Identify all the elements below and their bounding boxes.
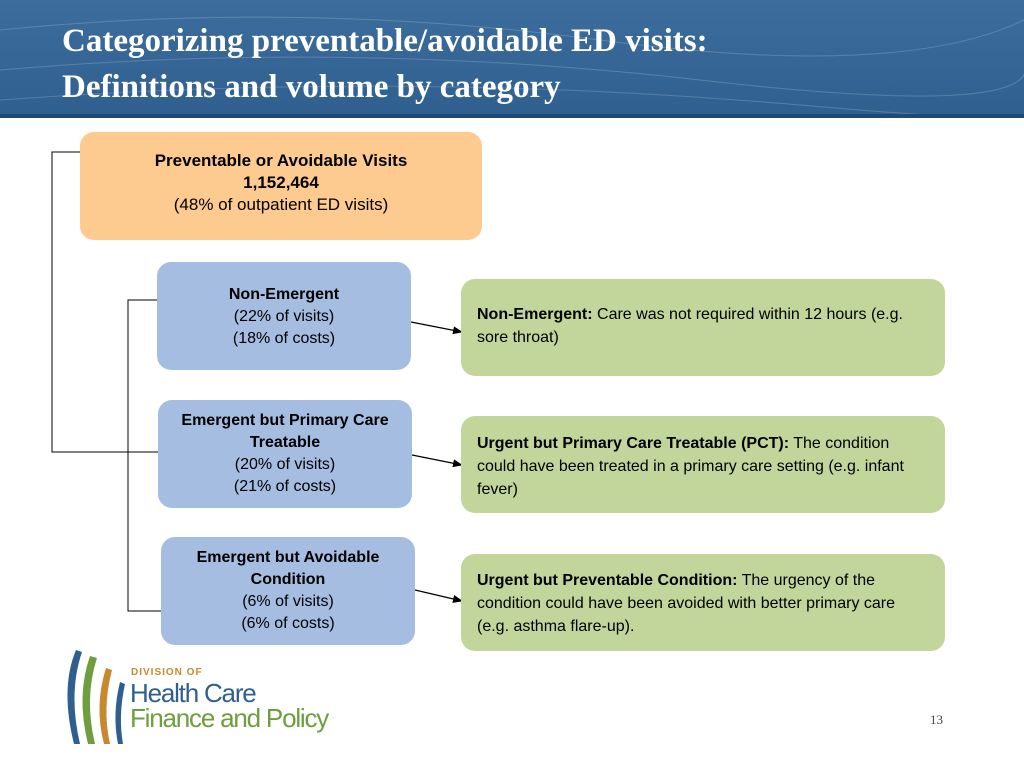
logo-finance-policy-text: Finance and Policy — [130, 703, 329, 733]
preventable-visits-box — [80, 132, 482, 240]
category-box-non-emergent — [157, 262, 411, 370]
page-number: 13 — [930, 712, 943, 727]
logo-health-care-text: Health Care — [130, 678, 256, 708]
title-line-2: Definitions and volume by category — [62, 69, 561, 105]
definition-text: The condition could have been treated in a primary care setting (e.g. infant fever) — [477, 435, 904, 498]
title-line-1: Categorizing preventable/avoidable ED visits: — [62, 23, 708, 59]
category-name: Non-Emergent — [228, 286, 340, 303]
category-costs: (18% of costs) — [232, 330, 336, 347]
category-visits: (20% of visits) — [234, 456, 336, 473]
category-name: Emergent but Primary Care Treatable — [181, 412, 389, 451]
category-box-avoidable-condition — [161, 537, 415, 645]
logo-division-text: DIVISION OF — [131, 667, 203, 678]
category-costs: (21% of costs) — [233, 478, 337, 495]
category-costs: (6% of costs) — [241, 615, 335, 632]
definition-box-pct — [461, 416, 945, 513]
arrow-avoidable — [415, 590, 462, 601]
arrow-pct — [412, 455, 462, 465]
definition-text: Care was not required within 12 hours (e.g. sore throat) — [477, 306, 903, 346]
preventable-count: 1,152,464 — [243, 173, 319, 192]
definition-term: Non-Emergent: — [477, 306, 593, 323]
preventable-share: (48% of outpatient ED visits) — [173, 195, 389, 214]
category-visits: (6% of visits) — [242, 593, 334, 610]
arrow-non-emergent — [411, 322, 462, 332]
category-name: Emergent but Avoidable Condition — [196, 549, 380, 588]
preventable-heading: Preventable or Avoidable Visits — [154, 151, 408, 170]
definition-term: Urgent but Preventable Condition: — [477, 572, 738, 589]
definition-term: Urgent but Primary Care Treatable (PCT): — [477, 435, 790, 452]
category-box-primary-care-treatable — [158, 400, 412, 508]
definition-box-preventable-condition — [461, 554, 945, 651]
definition-text: The urgency of the condition could have been avoided with better primary care (e.g. asthma flare-up). — [477, 572, 896, 635]
category-visits: (22% of visits) — [233, 308, 335, 325]
definition-box-non-emergent — [461, 279, 945, 376]
